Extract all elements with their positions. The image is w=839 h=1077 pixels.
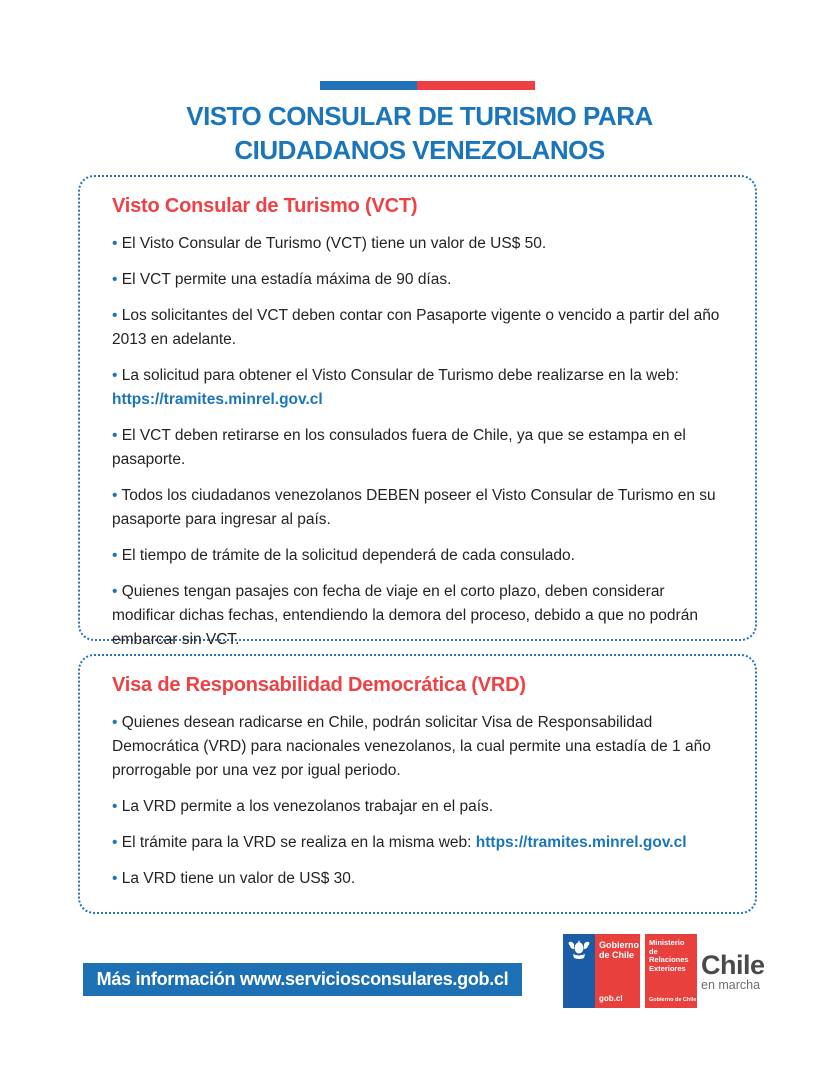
bullet-item: • Quienes tengan pasajes con fecha de viaje en el corto plazo, deben considerar modificar dichas fechas, entendiendo la demora del proceso, debido a que no podrán embarcar sin VCT. <box>112 583 698 649</box>
page-title-line1: VISTO CONSULAR DE TURISMO PARA <box>186 101 653 131</box>
bullet-item: • El Visto Consular de Turismo (VCT) tiene un valor de US$ 50. <box>112 235 547 252</box>
bullet-dot-icon: • <box>112 714 122 731</box>
bullet-dot-icon: • <box>112 834 122 852</box>
bullet-item: • Los solicitantes del VCT deben contar con Pasaporte vigente o vencido a partir del año 2013 en adelante. <box>112 307 720 349</box>
section-vct-box <box>78 175 757 649</box>
bullet-item: • El tiempo de trámite de la solicitud dependerá de cada consulado. <box>112 547 575 565</box>
chile-coat-of-arms-icon <box>563 934 595 1008</box>
chile-en-marcha-logo <box>701 952 791 992</box>
chile-flag-bar <box>320 81 535 90</box>
bullet-item: • La solicitud para obtener el Visto Consular de Turismo debe realizarse en la web: https://tramites.minrel.gov.cl <box>112 367 679 409</box>
bullet-item: • El VCT deben retirarse en los consulados fuera de Chile, ya que se estampa en el pasaporte. <box>112 427 686 469</box>
bullet-item: • El trámite para la VRD se realiza en la misma web: https://tramites.minrel.gov.cl <box>112 834 687 852</box>
bullet-dot-icon: • <box>112 798 122 816</box>
tramites-link[interactable]: https://tramites.minrel.gov.cl <box>475 834 687 852</box>
ministerio-rree-logo <box>645 934 697 1008</box>
bullet-item: • Quienes desean radicarse en Chile, podrán solicitar Visa de Responsabilidad Democrática (VRD) para nacionales venezolanos, la cual permite una estadía de 1 año prorrogable por una vez por igual periodo. <box>112 714 711 780</box>
flag-bar-blue-segment <box>320 81 417 90</box>
bullet-item: • Todos los ciudadanos venezolanos DEBEN poseer el Visto Consular de Turismo en su pasaporte para ingresar al país. <box>112 487 716 529</box>
chile-en-marcha-title: Chile <box>701 950 765 980</box>
tramites-link[interactable]: https://tramites.minrel.gov.cl <box>112 391 323 409</box>
section-vrd-heading: Visa de Responsabilidad Democrática (VRD) <box>112 674 526 696</box>
page-title-line2: CIUDADANOS VENEZOLANOS <box>234 135 605 165</box>
bullet-item: • La VRD permite a los venezolanos trabajar en el país. <box>112 798 494 816</box>
more-info-banner <box>83 963 522 996</box>
bullet-dot-icon: • <box>112 367 122 385</box>
gobierno-logo-red-panel <box>595 934 640 1008</box>
bullet-item: • El VCT permite una estadía máxima de 90 días. <box>112 271 452 289</box>
bullet-dot-icon: • <box>112 307 122 325</box>
chile-en-marcha-subtitle: en marcha <box>701 978 761 992</box>
bullet-dot-icon: • <box>112 870 122 888</box>
section-vrd-box <box>78 654 757 914</box>
gobierno-logo-gobcl: gob.cl <box>599 994 623 1003</box>
bullet-item: • La VRD tiene un valor de US$ 30. <box>112 870 356 888</box>
ministerio-logo-subtitle: Gobierno de Chile <box>649 997 697 1003</box>
gobierno-de-chile-logo <box>563 934 640 1008</box>
bullet-dot-icon: • <box>112 427 122 445</box>
gobierno-logo-title: Gobierno de Chile <box>599 940 639 960</box>
section-vct-bullet-list <box>112 232 721 652</box>
flag-bar-red-segment <box>417 81 535 90</box>
section-vct-heading: Visto Consular de Turismo (VCT) <box>112 195 418 217</box>
bullet-dot-icon: • <box>112 271 122 289</box>
more-info-banner-text: Más información www.serviciosconsulares.gob.cl <box>96 969 509 989</box>
bullet-dot-icon: • <box>112 235 122 252</box>
page-title <box>0 99 839 167</box>
section-vrd-bullet-list <box>112 711 721 891</box>
bullet-dot-icon: • <box>112 583 122 601</box>
bullet-dot-icon: • <box>112 547 122 565</box>
ministerio-logo-title: Ministerio de Relaciones Exteriores <box>649 938 689 973</box>
bullet-dot-icon: • <box>112 487 122 505</box>
